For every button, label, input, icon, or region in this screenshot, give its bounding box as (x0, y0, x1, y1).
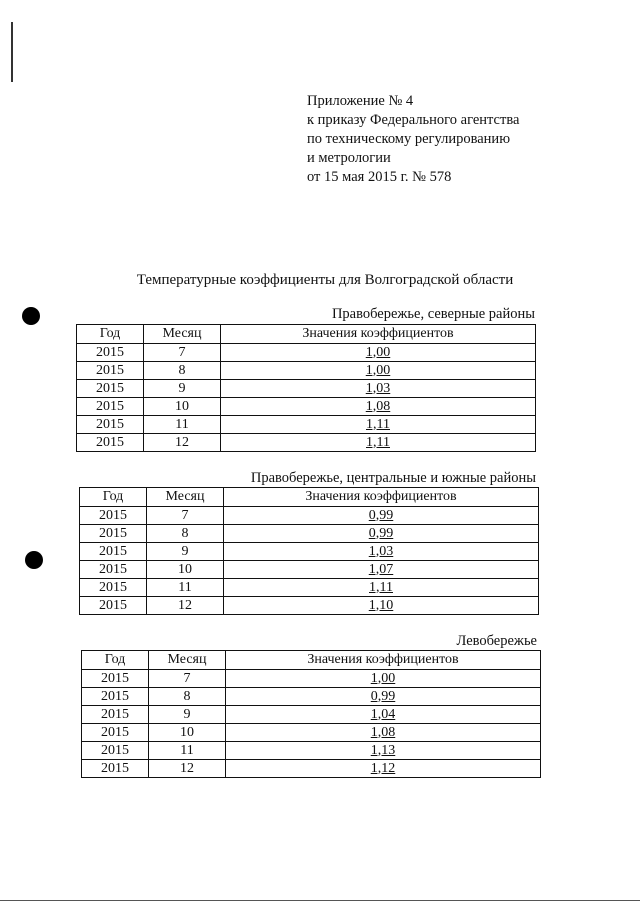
cell-month: 8 (144, 362, 221, 380)
coefficients-table (76, 324, 536, 452)
cell-year: 2015 (82, 760, 149, 778)
table-row (82, 724, 541, 742)
table-header-row (80, 488, 539, 507)
table-row (82, 670, 541, 688)
table-row (80, 579, 539, 597)
appendix-line: и метрологии (307, 150, 391, 166)
scan-edge-mark (11, 22, 13, 82)
appendix-line: к приказу Федерального агентства (307, 112, 520, 128)
cell-value-text: 0,99 (370, 688, 396, 704)
cell-value-text: 1,11 (366, 416, 390, 432)
cell-month: 9 (149, 706, 226, 724)
table-row (77, 434, 536, 452)
cell-value (226, 742, 541, 760)
column-header-month: Месяц (147, 488, 224, 507)
cell-value-text: 1,00 (370, 670, 396, 686)
cell-month: 8 (149, 688, 226, 706)
cell-value (226, 670, 541, 688)
column-header-month: Месяц (149, 651, 226, 670)
column-header-year: Год (80, 488, 147, 507)
cell-value (224, 543, 539, 561)
table-row (80, 561, 539, 579)
cell-year: 2015 (77, 434, 144, 452)
cell-month: 12 (149, 760, 226, 778)
column-header-value: Значения коэффициентов (224, 488, 539, 507)
cell-month: 8 (147, 525, 224, 543)
cell-value (224, 507, 539, 525)
punch-hole-mark (25, 551, 43, 569)
cell-year: 2015 (77, 362, 144, 380)
cell-value (226, 760, 541, 778)
cell-value (226, 724, 541, 742)
table-row (82, 688, 541, 706)
appendix-header (307, 92, 519, 187)
cell-year: 2015 (80, 543, 147, 561)
scan-bottom-edge (0, 900, 640, 901)
table-header-row (82, 651, 541, 670)
cell-year: 2015 (82, 724, 149, 742)
table-row (82, 706, 541, 724)
cell-value-text: 1,08 (365, 398, 391, 414)
cell-value-text: 1,08 (370, 724, 396, 740)
cell-year: 2015 (82, 706, 149, 724)
cell-value (221, 398, 536, 416)
cell-month: 11 (144, 416, 221, 434)
cell-year: 2015 (80, 507, 147, 525)
cell-month: 7 (149, 670, 226, 688)
cell-value-text: 1,11 (369, 579, 393, 595)
cell-value (224, 561, 539, 579)
coefficients-table (79, 487, 539, 615)
cell-month: 11 (147, 579, 224, 597)
column-header-year: Год (77, 325, 144, 344)
punch-hole-mark (22, 307, 40, 325)
table-row (80, 543, 539, 561)
cell-value-text: 1,13 (370, 742, 396, 758)
coefficients-table (81, 650, 541, 778)
table-row (82, 760, 541, 778)
table-caption: Правобережье, северные районы (331, 306, 535, 322)
document-title: Температурные коэффициенты для Волгоградской области (136, 272, 514, 288)
appendix-line: Приложение № 4 (307, 93, 414, 109)
cell-value-text: 1,03 (365, 380, 391, 396)
table-row (77, 416, 536, 434)
table-row (82, 742, 541, 760)
cell-value (221, 344, 536, 362)
cell-year: 2015 (80, 561, 147, 579)
cell-value (221, 380, 536, 398)
cell-value-text: 1,11 (366, 434, 390, 450)
cell-month: 9 (147, 543, 224, 561)
table-caption: Левобережье (456, 633, 537, 649)
cell-value (224, 597, 539, 615)
cell-year: 2015 (77, 398, 144, 416)
table-row (80, 507, 539, 525)
table-row (80, 525, 539, 543)
cell-year: 2015 (82, 742, 149, 760)
cell-value-text: 0,99 (368, 525, 394, 541)
cell-value (224, 525, 539, 543)
cell-month: 7 (147, 507, 224, 525)
cell-value (226, 706, 541, 724)
cell-month: 12 (144, 434, 221, 452)
column-header-value: Значения коэффициентов (226, 651, 541, 670)
cell-month: 10 (144, 398, 221, 416)
cell-month: 12 (147, 597, 224, 615)
cell-value-text: 1,04 (370, 706, 396, 722)
cell-year: 2015 (77, 380, 144, 398)
cell-value (221, 362, 536, 380)
cell-year: 2015 (82, 688, 149, 706)
cell-value-text: 1,00 (365, 344, 391, 360)
cell-month: 7 (144, 344, 221, 362)
cell-year: 2015 (80, 597, 147, 615)
table-header-row (77, 325, 536, 344)
cell-month: 10 (147, 561, 224, 579)
cell-value (224, 579, 539, 597)
cell-year: 2015 (80, 579, 147, 597)
cell-year: 2015 (77, 416, 144, 434)
column-header-year: Год (82, 651, 149, 670)
table-row (77, 380, 536, 398)
column-header-month: Месяц (144, 325, 221, 344)
appendix-line: по техническому регулированию (307, 131, 511, 147)
cell-value-text: 1,10 (368, 597, 394, 613)
table-row (77, 398, 536, 416)
cell-month: 11 (149, 742, 226, 760)
cell-value-text: 1,12 (370, 760, 396, 776)
cell-year: 2015 (82, 670, 149, 688)
table-caption: Правобережье, центральные и южные районы (250, 470, 536, 486)
column-header-value: Значения коэффициентов (221, 325, 536, 344)
cell-month: 9 (144, 380, 221, 398)
cell-value (226, 688, 541, 706)
cell-value (221, 416, 536, 434)
cell-month: 10 (149, 724, 226, 742)
cell-year: 2015 (80, 525, 147, 543)
cell-value-text: 0,99 (368, 507, 394, 523)
cell-value (221, 434, 536, 452)
table-row (77, 362, 536, 380)
cell-value-text: 1,07 (368, 561, 394, 577)
table-row (80, 597, 539, 615)
table-row (77, 344, 536, 362)
appendix-line: от 15 мая 2015 г. № 578 (307, 169, 452, 185)
cell-value-text: 1,00 (365, 362, 391, 378)
cell-year: 2015 (77, 344, 144, 362)
cell-value-text: 1,03 (368, 543, 394, 559)
